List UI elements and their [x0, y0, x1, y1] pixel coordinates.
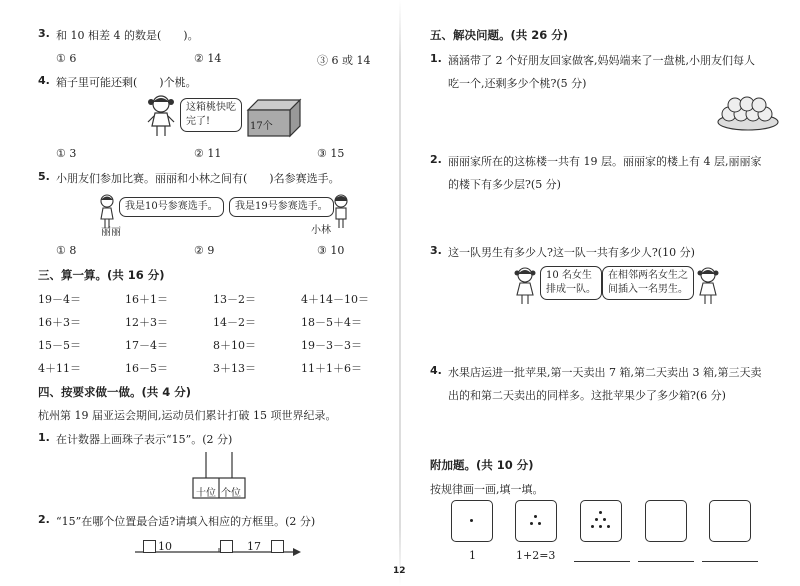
pattern-dot: [591, 525, 594, 528]
pattern-box-5-empty[interactable]: [709, 500, 751, 542]
calc-r1-c4: 4＋14－10＝: [301, 293, 369, 306]
calc-r3-c4: 19－3－3＝: [301, 339, 362, 352]
p1-number: 1.: [430, 52, 442, 65]
p3-bubble-left-line-1: 10 名女生: [546, 270, 592, 281]
number-line-box-1[interactable]: [143, 540, 156, 553]
q4-text: 箱子里可能还剩( )个桃。: [56, 76, 197, 89]
calc-r4-c3: 3＋13＝: [213, 362, 256, 375]
section-5-title: 五、解决问题。(共 26 分): [430, 28, 569, 42]
girl-left-illustration: [510, 266, 540, 306]
section-4-intro: 杭州第 19 届亚运会期间,运动员们累计打破 15 项世界纪录。: [38, 409, 337, 422]
q3-option-1[interactable]: ① 6: [56, 52, 77, 65]
q4-speech-bubble: [180, 98, 242, 132]
calc-r4-c4: 11＋1＋6＝: [301, 362, 362, 375]
girl-illustration: [144, 94, 178, 138]
girl-right-illustration: [693, 266, 723, 306]
answer-blank-2[interactable]: [638, 561, 694, 562]
ones-label: 个位: [221, 488, 241, 499]
answer-blank-3[interactable]: [702, 561, 758, 562]
calc-r3-c1: 15－5＝: [38, 339, 81, 352]
calc-r1-c3: 13－2＝: [213, 293, 256, 306]
pattern-box-4-empty[interactable]: [645, 500, 687, 542]
pattern-dot: [595, 518, 598, 521]
q5-text: 小朋友们参加比赛。丽丽和小林之间有( )名参赛选手。: [56, 172, 340, 185]
pattern-dot: [599, 511, 602, 514]
q3-option-3[interactable]: ③ 6 或 14: [317, 54, 371, 67]
q3-option-2[interactable]: ② 14: [194, 52, 222, 65]
calc-r2-c3: 14－2＝: [213, 316, 256, 329]
calc-r4-c2: 16－5＝: [125, 362, 168, 375]
pattern-dot: [607, 525, 610, 528]
number-line-box-2[interactable]: [220, 540, 233, 553]
q4-bubble-line-2: 完了!: [186, 116, 211, 127]
p2-number: 2.: [430, 153, 442, 166]
answer-blank-1[interactable]: [574, 561, 630, 562]
s4-q2-text: “15”在哪个位置最合适?请填入相应的方框里。(2 分): [56, 515, 316, 528]
pattern-dot: [530, 522, 533, 525]
pattern-dot: [534, 515, 537, 518]
number-line-label-10: 10: [158, 540, 172, 553]
number-line-box-3[interactable]: [271, 540, 284, 553]
p3-bubble-left: [540, 266, 602, 300]
pattern-dot: [599, 525, 602, 528]
q5-option-3[interactable]: ③ 10: [317, 244, 345, 257]
calc-r2-c4: 18－5＋4＝: [301, 316, 362, 329]
s4-q1-text: 在计数器上画珠子表示“15”。(2 分): [56, 433, 233, 446]
page-number: 12: [393, 566, 406, 576]
pattern-box-1: [451, 500, 493, 542]
section-4-title: 四、按要求做一做。(共 4 分): [38, 385, 192, 399]
calc-r2-c2: 12＋3＝: [125, 316, 168, 329]
p4-line-2: 出的和第二天卖出的同样多。这批苹果少了多少箱?(6 分): [448, 389, 726, 402]
q4-bubble-line-1: 这箱桃快吃: [186, 102, 236, 113]
q5-bubble-right: 我是19号参赛选手。: [229, 197, 334, 217]
p3-text: 这一队男生有多少人?这一队一共有多少人?(10 分): [448, 246, 695, 259]
q4-option-2[interactable]: ② 11: [194, 147, 222, 160]
p2-line-2: 的楼下有多少层?(5 分): [448, 178, 561, 191]
p4-line-1: 水果店运进一批苹果,第一天卖出 7 箱,第二天卖出 3 箱,第三天卖: [448, 366, 762, 379]
q5-bubble-left: 我是10号参赛选手。: [119, 197, 224, 217]
pattern-box-2: [515, 500, 557, 542]
q3-number: 3.: [38, 27, 50, 40]
q4-option-3[interactable]: ③ 15: [317, 147, 345, 160]
tens-label: 十位: [196, 488, 216, 499]
name-lili: 丽丽: [101, 227, 121, 238]
p4-number: 4.: [430, 364, 442, 377]
pattern-dot: [470, 519, 473, 522]
calc-r3-c2: 17－4＝: [125, 339, 168, 352]
p3-bubble-right-line-1: 在相邻两名女生之: [608, 270, 688, 281]
q4-option-1[interactable]: ① 3: [56, 147, 77, 160]
p3-bubble-right-line-2: 间插入一名男生。: [608, 284, 688, 295]
p1-line-1: 涵涵带了 2 个好朋友回家做客,妈妈端来了一盘桃,小朋友们每人: [448, 54, 755, 67]
pattern-label-2: 1+2=3: [516, 549, 556, 562]
number-line-label-17: 17: [247, 540, 261, 553]
section-3-title: 三、算一算。(共 16 分): [38, 268, 165, 282]
calc-r1-c2: 16＋1＝: [125, 293, 168, 306]
p1-line-2: 吃一个,还剩多少个桃?(5 分): [448, 77, 587, 90]
q4-number: 4.: [38, 74, 50, 87]
p2-line-1: 丽丽家所在的这栋楼一共有 19 层。丽丽家的楼上有 4 层,丽丽家: [448, 155, 762, 168]
pattern-dot: [603, 518, 606, 521]
calc-r3-c3: 8＋10＝: [213, 339, 256, 352]
pattern-dot: [538, 522, 541, 525]
calc-r1-c1: 19－4＝: [38, 293, 81, 306]
p3-bubble-right: [602, 266, 694, 300]
q5-option-1[interactable]: ① 8: [56, 244, 77, 257]
name-xiaolin: 小林: [311, 225, 331, 236]
xiaolin-illustration: [330, 194, 352, 230]
p3-bubble-left-line-2: 排成一队。: [546, 284, 596, 295]
q5-option-2[interactable]: ② 9: [194, 244, 215, 257]
peach-plate-illustration: [717, 92, 779, 132]
calc-r4-c1: 4＋11＝: [38, 362, 81, 375]
bonus-title: 附加题。(共 10 分): [430, 458, 534, 472]
pattern-label-1: 1: [469, 549, 476, 562]
pattern-box-3: [580, 500, 622, 542]
box-label: 17个: [250, 121, 273, 132]
bonus-text: 按规律画一画,填一填。: [430, 483, 544, 496]
page-divider: [399, 0, 401, 586]
calc-r2-c1: 16＋3＝: [38, 316, 81, 329]
s4-q2-number: 2.: [38, 513, 50, 526]
s4-q1-number: 1.: [38, 431, 50, 444]
q3-text: 和 10 相差 4 的数是( )。: [56, 29, 199, 42]
q5-number: 5.: [38, 170, 50, 183]
p3-number: 3.: [430, 244, 442, 257]
